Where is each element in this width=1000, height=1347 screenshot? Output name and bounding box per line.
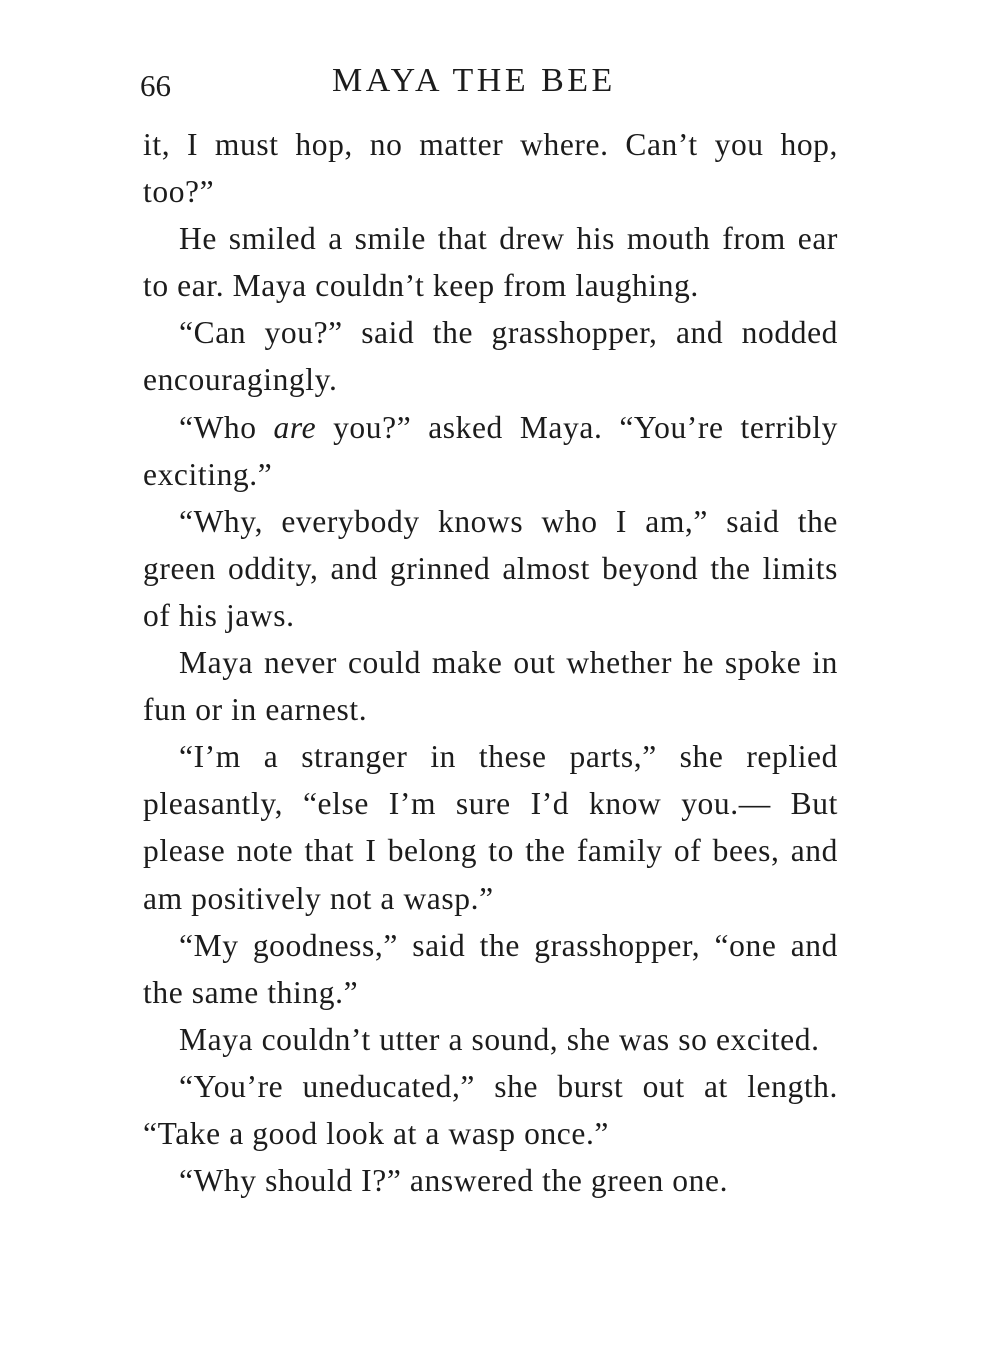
page-number: 66 xyxy=(140,68,171,103)
paragraph: Maya couldn’t utter a sound, she was so excited. xyxy=(179,1021,820,1057)
emphasized-word: are xyxy=(273,409,317,445)
body-text xyxy=(143,121,838,1204)
paragraph: “Why, everybody knows who I am,” said the green oddity, and grinned almost beyond the limits of his jaws. xyxy=(143,503,838,633)
paragraph-text: “Who xyxy=(179,409,274,445)
paragraph: “Why should I?” answered the green one. xyxy=(179,1163,729,1199)
paragraph: He smiled a smile that drew his mouth from ear to ear. Maya couldn’t keep from laughing. xyxy=(143,221,838,304)
paragraph: “I’m a stranger in these parts,” she replied pleasantly, “else I’m sure I’d know you.— But please note that I belong to the family of bees, and am positively not a wasp.” xyxy=(143,739,838,916)
paragraph: Maya never could make out whether he spoke in fun or in earnest. xyxy=(143,645,838,728)
paragraph: “Can you?” said the grasshopper, and nodded encouragingly. xyxy=(143,315,838,398)
paragraph: it, I must hop, no matter where. Can’t you hop, too?” xyxy=(143,127,838,210)
running-title: MAYA THE BEE xyxy=(332,62,616,99)
page-header xyxy=(140,58,840,108)
paragraph: “My goodness,” said the grasshopper, “one and the same thing.” xyxy=(143,927,838,1010)
paragraph xyxy=(143,404,838,498)
paragraph: “You’re uneducated,” she burst out at length. “Take a good look at a wasp once.” xyxy=(143,1068,838,1151)
paragraph-text: you?” asked Maya. “You’re terribly exciting.” xyxy=(143,409,838,492)
